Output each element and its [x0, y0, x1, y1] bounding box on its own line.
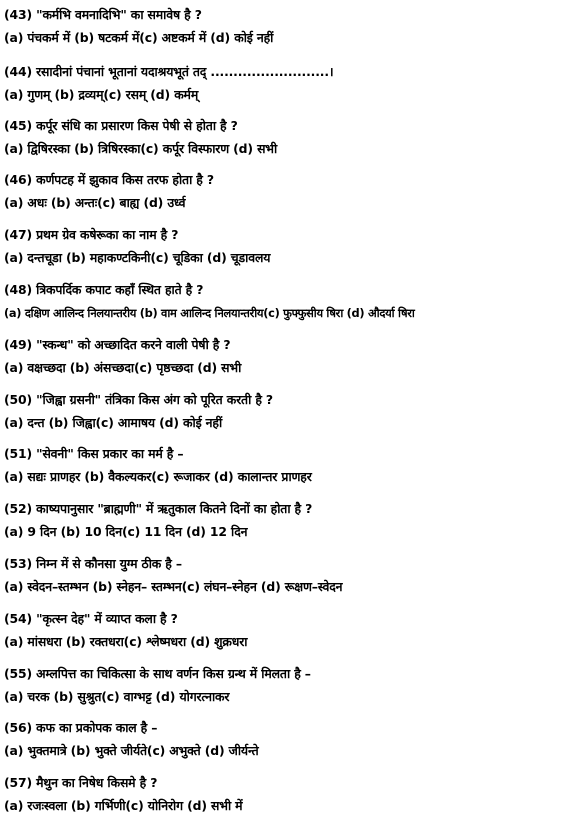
question-57: [4, 773, 560, 816]
answer-options: (a) अधः (b) अन्तः(c) बाह्य (d) उर्ध्व: [4, 195, 186, 210]
question-47: [4, 225, 560, 268]
question-56: [4, 718, 560, 761]
question-text: (49) "स्कन्ध" को अच्छादित करने वाली पेषी है ?: [4, 337, 231, 352]
question-53: [4, 554, 560, 597]
question-text: (43) "कर्मभि वमनादिभि" का समावेष है ?: [4, 7, 202, 22]
answer-options: (a) दन्तचूडा (b) महाकण्टकिनी(c) चूडिका (d) चूडावलय: [4, 250, 271, 265]
answer-options: (a) पंचकर्म में (b) षटकर्म में(c) अष्टकर्म में (d) कोई नहीं: [4, 30, 274, 45]
question-51: [4, 444, 560, 487]
question-text: (45) कर्पूर संधि का प्रसारण किस पेषी से होता है ?: [4, 118, 238, 133]
answer-options: (a) वक्षच्छदा (b) अंसच्छदा(c) पृष्ठच्छदा (d) सभी: [4, 360, 242, 375]
question-text: (56) कफ का प्रकोपक काल है –: [4, 720, 158, 735]
question-54: [4, 609, 560, 652]
question-text: (52) काष्यपानुसार "ब्राह्मणी" में ऋतुकाल कितने दिनों का होता है ?: [4, 501, 313, 516]
question-44: [4, 62, 560, 105]
answer-options: (a) भुक्तमात्रे (b) भुक्ते जीर्यते(c) अभुक्ते (d) जीर्यन्ते: [4, 743, 259, 758]
question-45: [4, 116, 560, 159]
answer-options: (a) चरक (b) सुश्रुत(c) वाग्भट्ट (d) योगरत्नाकर: [4, 689, 230, 704]
question-text: (54) "कृत्स्न देह" में व्याप्त कला है ?: [4, 611, 178, 626]
question-text: (51) "सेवनी" किस प्रकार का मर्म है –: [4, 446, 184, 461]
question-text: (44) रसादीनां पंचानां भूतानां यदाश्रयभूतं तद् ..........................।: [4, 64, 334, 79]
question-43: [4, 5, 560, 48]
question-text: (57) मैथुन का निषेध किसमे है ?: [4, 775, 158, 790]
question-text: (46) कर्णपटह में झुकाव किस तरफ होता है ?: [4, 172, 214, 187]
question-52: [4, 499, 560, 542]
question-48: [4, 280, 560, 323]
question-text: (55) अम्लपित्त का चिकित्सा के साथ वर्णन किस ग्रन्थ में मिलता है –: [4, 666, 311, 681]
answer-options: (a) 9 दिन (b) 10 दिन(c) 11 दिन (d) 12 दिन: [4, 524, 248, 539]
question-text: (47) प्रथम ग्रेव कषेरूका का नाम है ?: [4, 227, 179, 242]
question-46: [4, 170, 560, 213]
question-50: [4, 390, 560, 433]
answer-options: (a) द्विषिरस्का (b) त्रिषिरस्का(c) कर्पूर विस्फारण (d) सभी: [4, 141, 278, 156]
answer-options: (a) स्वेदन–स्तम्भन (b) स्नेहन– स्तम्भन(c) लंघन–स्नेहन (d) रूक्षण–स्वेदन: [4, 579, 343, 594]
question-text: (50) "जिह्वा ग्रसनी" तंत्रिका किस अंग को पूरित करती है ?: [4, 392, 273, 407]
answer-options: (a) गुणम् (b) द्रव्यम्(c) रसम् (d) कर्मम्: [4, 87, 199, 102]
question-55: [4, 664, 560, 707]
answer-options: (a) दक्षिण आलिन्द निलयान्तरीय (b) वाम आलिन्द निलयान्तरीय(c) फुफ्फुसीय षिरा (d) औदर्या षिरा: [4, 306, 415, 320]
answer-options: (a) दन्त (b) जिह्वा(c) आमाषय (d) कोई नहीं: [4, 415, 223, 430]
question-text: (48) त्रिकपर्दिक कपाट कहाँ स्थित हाते है ?: [4, 282, 204, 297]
answer-options: (a) मांसधरा (b) रक्तधरा(c) श्लेष्मधरा (d) शुक्रधरा: [4, 634, 248, 649]
answer-options: (a) रजःस्वला (b) गर्भिणी(c) योनिरोग (d) सभी में: [4, 798, 243, 813]
question-49: [4, 335, 560, 378]
question-text: (53) निम्न में से कौनसा युग्म ठीक है –: [4, 556, 182, 571]
answer-options: (a) सद्यः प्राणहर (b) वैकल्यकर(c) रूजाकर (d) कालान्तर प्राणहर: [4, 469, 312, 484]
